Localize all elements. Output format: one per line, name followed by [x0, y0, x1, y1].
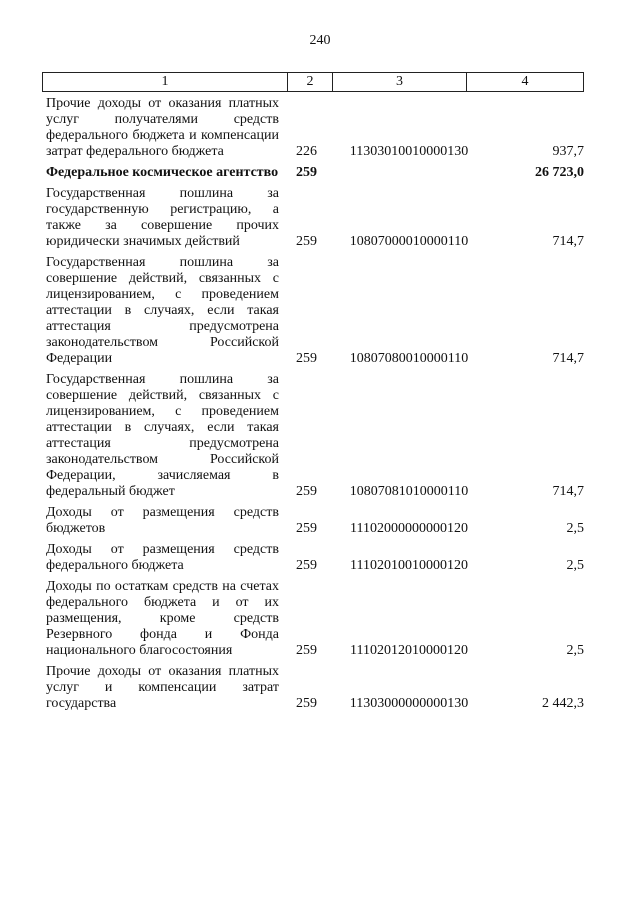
- table-row: [42, 165, 584, 181]
- row-code: 259: [296, 558, 317, 573]
- header-col-4: 4: [521, 74, 529, 89]
- row-amount: 2 442,3: [542, 696, 584, 711]
- row-kbk: 10807080010000110: [349, 351, 469, 366]
- row-amount: 26 723,0: [535, 165, 584, 180]
- row-kbk: 10807000010000110: [349, 234, 469, 249]
- row-amount: 714,7: [552, 351, 584, 366]
- header-col-3: 3: [333, 73, 467, 91]
- row-code: 226: [296, 144, 317, 159]
- row-amount: 714,7: [552, 484, 584, 499]
- row-name: Доходы от размещения средств федерального бюджета: [46, 542, 279, 573]
- row-code: 259: [296, 234, 317, 249]
- row-code: 259: [296, 351, 317, 366]
- row-amount: 2,5: [566, 558, 584, 573]
- row-kbk: 11303000000000130: [349, 696, 469, 711]
- table-body: [42, 96, 584, 717]
- header-col-2: 2: [288, 73, 333, 91]
- row-kbk: 11303010010000130: [349, 144, 469, 159]
- row-name: Федеральное космическое агентство: [46, 165, 279, 180]
- row-name: Государственная пошлина за государственную регистрацию, а также за совершение прочих юридически значимых действий: [46, 186, 279, 249]
- row-code: 259: [296, 643, 317, 658]
- row-amount: 2,5: [566, 521, 584, 536]
- row-name: Прочие доходы от оказания платных услуг и компенсации затрат государства: [46, 664, 279, 711]
- row-code: 259: [296, 521, 317, 536]
- row-name: Прочие доходы от оказания платных услуг получателями средств федерального бюджета и компенсации затрат федерального бюджета: [46, 96, 279, 159]
- table-header: [42, 72, 584, 92]
- table-row: [42, 255, 584, 367]
- page-number: 240: [309, 33, 331, 48]
- header-col-1: 1: [43, 73, 288, 91]
- row-amount: 714,7: [552, 234, 584, 249]
- table-row: [42, 372, 584, 500]
- table-row: [42, 186, 584, 250]
- row-name: Доходы по остаткам средств на счетах федерального бюджета и от их размещения, кроме средств Резервного фонда и Фонда национального благосостояния: [46, 579, 279, 658]
- row-kbk: 11102012010000120: [350, 643, 468, 658]
- row-code: 259: [296, 484, 317, 499]
- row-code: 259: [296, 165, 317, 180]
- row-code: 259: [296, 696, 317, 711]
- table-row: [42, 542, 584, 574]
- table-row: [42, 664, 584, 712]
- table-row: [42, 96, 584, 160]
- row-kbk: 11102010010000120: [350, 558, 468, 573]
- table-row: [42, 579, 584, 659]
- table-row: [42, 505, 584, 537]
- row-kbk: 11102000000000120: [350, 521, 468, 536]
- row-amount: 937,7: [552, 144, 584, 159]
- row-name: Доходы от размещения средств бюджетов: [46, 505, 279, 536]
- row-amount: 2,5: [566, 643, 584, 658]
- row-name: Государственная пошлина за совершение действий, связанных с лицензированием, с проведением аттестации в случаях, если такая аттестация предусмотрена законодательством Российской Федерации, зачисляемая в федеральный бюджет: [46, 372, 279, 499]
- row-kbk: 10807081010000110: [349, 484, 469, 499]
- row-name: Государственная пошлина за совершение действий, связанных с лицензированием, с проведением аттестации в случаях, если такая аттестация предусмотрена законодательством Российской Федерации: [46, 255, 279, 366]
